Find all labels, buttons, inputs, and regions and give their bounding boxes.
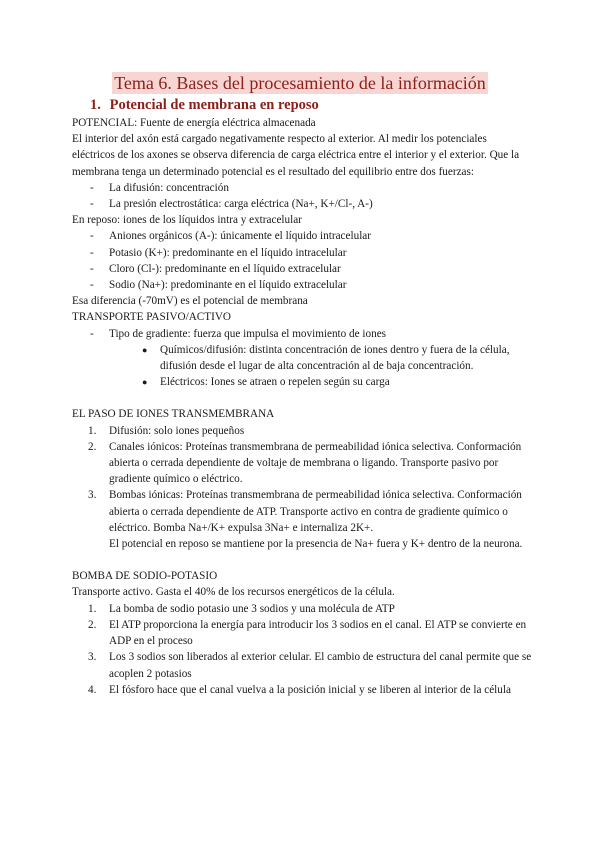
numbered-item — [72, 423, 532, 439]
dash-marker: - — [90, 181, 94, 194]
numbered-item — [72, 487, 532, 552]
item-number: 1. — [88, 602, 97, 615]
item-number: 3. — [88, 651, 97, 664]
transporte-heading: TRANSPORTE PASIVO/ACTIVO — [72, 311, 231, 324]
potencial-definition: POTENCIAL: Fuente de energía eléctrica almacenada — [72, 117, 316, 129]
item-text: Los 3 sodios son liberados al exterior celular. El cambio de estructura del canal permite que se acoplen 2 potasios — [109, 651, 532, 680]
bomba-intro: Transporte activo. Gasta el 40% de los recursos energéticos de la célula. — [72, 586, 395, 599]
page-title: Tema 6. Bases del procesamiento de la información — [114, 73, 486, 93]
list-item-text: La presión electrostática: carga eléctrica (Na+, K+/Cl-, A-) — [109, 198, 373, 211]
bullet-marker: ● — [142, 344, 148, 355]
list-item-text: La difusión: concentración — [109, 181, 229, 194]
dash-marker: - — [90, 327, 94, 340]
list-item — [72, 245, 532, 261]
item-text: Bombas iónicas: Proteínas transmembrana de permeabilidad iónica selectiva. Conformación abierta o cerrada dependiente de ATP. Transporte activo en contra de gradiente químico o eléctrico. Bomba Na+/K+ expulsa 3Na+ e internaliza 2K+. — [109, 489, 522, 534]
diferencia-line: Esa diferencia (-70mV) es el potencial de membrana — [72, 295, 308, 308]
numbered-item — [72, 617, 532, 649]
list-item-text: Sodio (Na+): predominante en el líquido extracelular — [109, 279, 347, 292]
item-number: 2. — [88, 440, 97, 453]
numbered-item — [72, 439, 532, 488]
spacer — [72, 390, 532, 406]
dash-marker: - — [90, 246, 94, 259]
bomba-heading: BOMBA DE SODIO-POTASIO — [72, 570, 218, 583]
spacer — [72, 552, 532, 568]
numbered-item — [72, 601, 532, 617]
sub-list-item-text: Eléctricos: Iones se atraen o repelen según su carga — [160, 376, 390, 389]
list-item-text: Tipo de gradiente: fuerza que impulsa el movimiento de iones — [109, 327, 387, 340]
item-extra-text: El potencial en reposo se mantiene por la presencia de Na+ fuera y K+ dentro de la neurona. — [109, 538, 523, 551]
list-item — [72, 277, 532, 293]
reposo-line: En reposo: iones de los líquidos intra y extracelular — [72, 214, 302, 227]
item-text: El ATP proporciona la energía para introducir los 3 sodios en el canal. El ATP se convierte en ADP en el proceso — [109, 618, 527, 648]
list-item — [72, 228, 532, 244]
item-text: El fósforo hace que el canal vuelva a la posición inicial y se liberen al interior de la célula — [109, 683, 511, 696]
intro-paragraph: El interior del axón está cargado negativamente respecto al exterior. Al medir los potenciales eléctricos de los axones se observa diferencia de carga eléctrica entre el interior y el exterior. Que la membrana tenga un determinado potencial es el resultado del equilibrio entre dos fuerzas: — [72, 133, 520, 178]
item-number: 3. — [88, 489, 97, 502]
dash-marker: - — [90, 198, 94, 211]
item-text: Difusión: solo iones pequeños — [109, 424, 245, 437]
item-text: La bomba de sodio potasio une 3 sodios y una molécula de ATP — [109, 602, 395, 615]
item-number: 4. — [88, 683, 97, 696]
title-wrap — [0, 72, 600, 94]
bullet-marker: ● — [142, 377, 148, 388]
list-item-text: Aniones orgánicos (A-): únicamente el líquido intracelular — [109, 230, 371, 243]
sub-list-item-text: Químicos/difusión: distinta concentración de iones dentro y fuera de la célula, difusión desde el lugar de alta concentración al de baja concentración. — [160, 343, 510, 373]
numbered-item — [72, 682, 532, 698]
section-heading — [72, 96, 532, 114]
document-body — [72, 96, 532, 698]
numbered-item — [72, 649, 532, 681]
section-number: 1. — [90, 97, 101, 113]
sub-list-item — [72, 342, 532, 374]
list-item — [72, 326, 532, 342]
list-item-text: Cloro (Cl-): predominante en el líquido extracelular — [109, 262, 341, 275]
item-number: 1. — [88, 424, 97, 437]
list-item — [72, 196, 532, 212]
dash-marker: - — [90, 279, 94, 292]
item-number: 2. — [88, 618, 97, 631]
section-heading-text: Potencial de membrana en reposo — [109, 97, 319, 113]
list-item — [72, 180, 532, 196]
paso-heading: EL PASO DE IONES TRANSMEMBRANA — [72, 408, 275, 421]
list-item — [72, 261, 532, 277]
item-text: Canales iónicos: Proteínas transmembrana de permeabilidad iónica selectiva. Conformación abierta o cerrada dependiente de voltaje de membrana o ligando. Transporte pasivo por gradiente químico o eléctrico. — [109, 440, 522, 486]
list-item-text: Potasio (K+): predominante en el líquido intracelular — [109, 246, 347, 259]
sub-list-item — [72, 374, 532, 390]
dash-marker: - — [90, 230, 94, 243]
dash-marker: - — [90, 262, 94, 275]
